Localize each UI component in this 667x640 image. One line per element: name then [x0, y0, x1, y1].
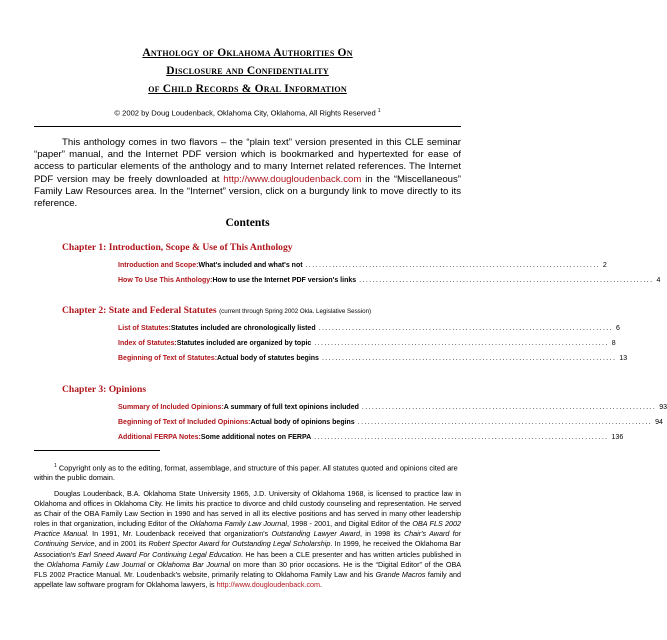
toc-entry-desc: What's included and what's not: [198, 262, 303, 269]
toc-entry-page: 136: [611, 434, 624, 441]
bio-text: , in 1998 its: [360, 529, 404, 539]
bio-italic: Oklahoma Bar Journal: [157, 559, 230, 569]
chapter-title[interactable]: Chapter 2: State and Federal Statutes: [62, 305, 217, 316]
leader-dots: ........................................................................................: [361, 404, 657, 411]
toc-entry-desc: Statutes included are organized by topic: [176, 340, 312, 347]
chapter-title[interactable]: Chapter 3: Opinions: [62, 384, 147, 395]
bio-text: , and in 2001 its: [94, 539, 149, 549]
leader-dots: ........................................................................................: [314, 434, 609, 441]
copyright-text: © 2002 by Doug Loudenback, Oklahoma City, Oklahoma, All Rights Reserved: [114, 108, 376, 118]
chapter-1-heading[interactable]: [62, 242, 293, 253]
toc-entry[interactable]: [118, 404, 667, 411]
toc-entry-page: 13: [619, 355, 628, 362]
bio-italic: Robert Spector Award for Outstanding Legal Scholarship: [148, 539, 331, 549]
leader-dots: ........................................................................................: [318, 325, 613, 332]
toc-entry-label[interactable]: How To Use This Anthology:: [118, 277, 213, 284]
intro-text-end: in the “Miscellaneous” Family Law Resources area. In the “Internet” version, click on a burgundy link to move directly to its reference.: [34, 173, 461, 210]
bio-italic: Chair's Award for Continuing Service: [34, 529, 462, 549]
toc-entry-page: 6: [615, 325, 620, 332]
toc-entry-page: 8: [611, 340, 616, 347]
toc-entry[interactable]: [118, 434, 624, 441]
toc-entry[interactable]: [118, 262, 607, 269]
toc-entry-label[interactable]: Introduction and Scope:: [118, 262, 199, 269]
intro-text: This anthology comes in two flavors – the “plain text” version presented in this CLE seminar “paper” manual, and the Internet PDF version which is bookmarked and hypertexted for ease of access to particular elements of the anthology and to many Internet related references. The Internet PDF version may be freely downloaded at: [34, 137, 461, 185]
toc-entry-label[interactable]: List of Statutes:: [118, 325, 171, 332]
toc-entry[interactable]: [118, 277, 661, 284]
bio-italic: Grande Macros: [375, 569, 426, 579]
toc-entry-label[interactable]: Beginning of Text of Included Opinions:: [118, 419, 251, 426]
copyright-line: [0, 108, 495, 118]
toc-entry[interactable]: [118, 325, 620, 332]
bio-text: Douglas Loudenback, B.A. Oklahoma State University 1965, J.D. University of Oklahoma 1968, is licensed to practice law in Oklahoma and offices in Oklahoma City. He limits his practice to divorce and child custody counseling and representation. He served as Chair of the OBA Family Law Section in 1990 and has served in all its elective positions and has served in many other leadership roles in that organization, including Editor of the: [34, 489, 461, 529]
toc-entry-desc: Actual body of statutes begins: [217, 355, 319, 362]
bio-text: family and appellate law software program for Oklahoma lawyers, is: [34, 569, 461, 589]
contents-heading: Contents: [225, 217, 270, 229]
leader-dots: ........................................................................................: [359, 277, 654, 284]
bio-text: . He has been a CLE presenter and has written articles published in the: [34, 549, 462, 569]
footnote-ref[interactable]: 1: [377, 108, 381, 114]
toc-entry-label[interactable]: Index of Statutes:: [118, 340, 177, 347]
bio-text: In 1991, Mr. Loudenback received that organization's: [88, 529, 272, 539]
intro-paragraph: [34, 137, 461, 210]
leader-dots: ........................................................................................: [305, 262, 600, 269]
bio-italic: Outstanding Lawyer Award: [271, 529, 361, 539]
chapter-2-heading[interactable]: [62, 305, 371, 316]
leader-dots: ........................................................................................: [314, 340, 609, 347]
toc-entry-page: 93: [659, 404, 667, 411]
bio-text: on more than 30 prior occasions. He is the “Digital Editor” of the OBA FLS 2002 Practice Manual. Mr. Loudenback's website, primarily relating to Oklahoma Family Law and his: [34, 559, 462, 579]
footnote-divider: [34, 450, 160, 451]
leader-dots: ........................................................................................: [357, 419, 653, 426]
bio-italic: OBA FLS 2002 Practice Manual.: [34, 519, 461, 539]
bio-website-link[interactable]: http://www.dougloudenback.com: [216, 579, 321, 589]
chapter-3-heading[interactable]: [62, 384, 146, 395]
leader-dots: ........................................................................................: [321, 355, 617, 362]
bio-text: or: [145, 559, 158, 569]
website-link[interactable]: http://www.dougloudenback.com: [223, 173, 362, 185]
toc-entry[interactable]: [118, 419, 663, 426]
document-title: [0, 44, 495, 98]
toc-entry[interactable]: [118, 340, 616, 347]
title-line-2: Disclosure and Confidentiality: [166, 65, 329, 77]
toc-entry-page: 4: [656, 277, 661, 284]
footnote: [34, 461, 461, 483]
toc-entry-page: 2: [602, 262, 607, 269]
bio-italic: Oklahoma Family Law Journal: [46, 559, 146, 569]
divider: [34, 126, 461, 127]
toc-entry-desc: How to use the Internet PDF version's links: [212, 277, 357, 284]
bio-italic: Oklahoma Family Law Journal: [189, 519, 287, 529]
bio-italic: Earl Sneed Award For Continuing Legal Education: [78, 549, 241, 559]
bio-text: . In 1999, he received the Oklahoma Bar Association's: [34, 539, 461, 559]
toc-entry-desc: Some additional notes on FERPA: [200, 434, 312, 441]
bio-text: .: [320, 579, 323, 589]
toc-entry-label[interactable]: Additional FERPA Notes:: [118, 434, 201, 441]
toc-entry-label[interactable]: Summary of Included Opinions:: [118, 404, 224, 411]
toc-entry-desc: A summary of full text opinions included: [223, 404, 359, 411]
bio-text: , 1998 - 2001, and Digital Editor of the: [286, 519, 413, 529]
footnote-mark: 1: [54, 463, 57, 469]
title-line-3: of Child Records & Oral Information: [148, 83, 347, 95]
title-line-1: Anthology of Oklahoma Authorities On: [142, 47, 353, 59]
footnote-text: Copyright only as to the editing, format, assemblage, and structure of this paper. All statutes quoted and opinions cited are within the public domain.: [34, 463, 458, 483]
toc-entry-page: 94: [655, 419, 663, 426]
chapter-title[interactable]: Chapter 1: Introduction, Scope & Use of This Anthology: [62, 242, 293, 253]
toc-entry[interactable]: [118, 355, 628, 362]
toc-entry-desc: Actual body of opinions begins: [250, 419, 355, 426]
toc-entry-desc: Statutes included are chronologically listed: [170, 325, 316, 332]
toc-entry-label[interactable]: Beginning of Text of Statutes:: [118, 355, 218, 362]
author-bio: [34, 489, 461, 590]
chapter-note: (current through Spring 2002 Okla. Legislative Session): [219, 308, 372, 315]
